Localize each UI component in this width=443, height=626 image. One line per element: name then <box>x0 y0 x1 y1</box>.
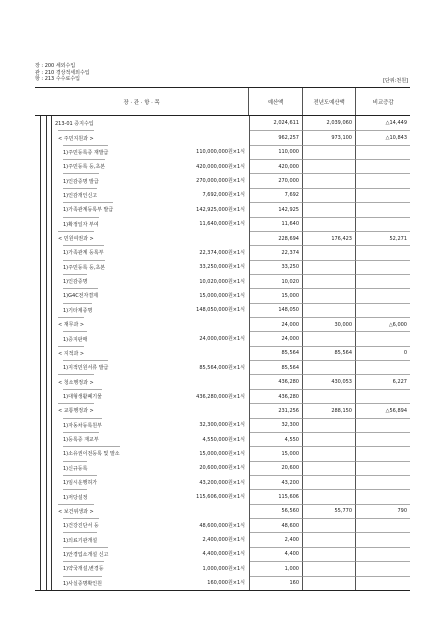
row-item-cell <box>35 145 250 159</box>
row-item-name: 1)주민등록 등,초본 <box>63 159 105 173</box>
row-budget: 22,374 <box>250 245 303 259</box>
row-prev-budget: 288,150 <box>303 403 356 417</box>
row-prev-budget <box>303 331 356 345</box>
row-item-cell <box>35 303 250 317</box>
table-row <box>35 446 410 460</box>
row-prev-budget <box>303 173 356 187</box>
row-prev-budget <box>303 260 356 274</box>
row-item-amount: 7,692,000원×1식 <box>202 192 245 199</box>
row-budget: 1,000 <box>250 561 303 575</box>
row-budget: 436,280 <box>250 374 303 388</box>
row-diff <box>356 489 410 503</box>
col-header-budget: 예산액 <box>249 88 303 115</box>
row-prev-budget <box>303 202 356 216</box>
row-budget: 231,256 <box>250 403 303 417</box>
table-row <box>35 202 410 216</box>
row-prev-budget <box>303 389 356 403</box>
row-item-amount: 436,280,000원×1식 <box>196 393 245 400</box>
row-diff <box>356 188 410 202</box>
row-prev-budget <box>303 561 356 575</box>
row-item-cell <box>35 532 250 546</box>
row-item-cell <box>35 130 250 144</box>
row-diff <box>356 245 410 259</box>
table-row <box>35 303 410 317</box>
row-item-name: 1)저당설정 <box>63 489 87 503</box>
document-header <box>35 63 90 83</box>
row-budget: 4,400 <box>250 547 303 561</box>
row-prev-budget: 973,100 <box>303 130 356 144</box>
row-item-name: < 주민지원과 > <box>58 130 94 144</box>
row-item-name: 1)자동차등록원부 <box>63 418 102 432</box>
row-budget: 270,000 <box>250 173 303 187</box>
table-row <box>35 403 410 417</box>
row-budget: 436,280 <box>250 389 303 403</box>
row-item-amount: 270,000,000원×1식 <box>196 178 245 185</box>
col-header-item: 장 · 관 · 항 · 목 <box>35 88 249 115</box>
table-row <box>35 374 410 388</box>
table-row <box>35 231 410 245</box>
table-row <box>35 317 410 331</box>
row-item-cell <box>35 260 250 274</box>
row-item-name: < 지적과 > <box>58 346 84 360</box>
row-item-name: < 민원여권과 > <box>58 231 94 245</box>
row-item-name: 1)G4C전자결제 <box>63 288 98 302</box>
row-budget: 11,640 <box>250 217 303 231</box>
row-diff <box>356 475 410 489</box>
row-item-cell <box>35 374 250 388</box>
row-budget: 20,600 <box>250 461 303 475</box>
row-item-cell <box>35 475 250 489</box>
row-item-amount: 10,020,000원×1식 <box>199 278 245 285</box>
row-prev-budget <box>303 547 356 561</box>
row-item-cell <box>35 288 250 302</box>
table-row <box>35 173 410 187</box>
row-prev-budget: 430,053 <box>303 374 356 388</box>
row-item-name: 1)주민등록증 재발급 <box>63 145 108 159</box>
row-prev-budget <box>303 475 356 489</box>
row-item-cell <box>35 403 250 417</box>
table-row <box>35 116 410 130</box>
unit-label: [단위:천원] <box>383 78 408 84</box>
row-prev-budget: 176,423 <box>303 231 356 245</box>
row-budget: 24,000 <box>250 317 303 331</box>
row-item-amount: 420,000,000원×1식 <box>196 163 245 170</box>
row-item-name: 1)소유권이전등록 및 말소 <box>63 446 120 460</box>
row-item-cell <box>35 331 250 345</box>
table-row <box>35 260 410 274</box>
table-body <box>35 116 410 590</box>
row-prev-budget <box>303 145 356 159</box>
row-diff: △10,843 <box>356 130 410 144</box>
row-prev-budget <box>303 418 356 432</box>
row-item-amount: 20,600,000원×1식 <box>199 465 245 472</box>
row-budget: 228,694 <box>250 231 303 245</box>
row-item-cell <box>35 188 250 202</box>
row-prev-budget <box>303 303 356 317</box>
row-diff: 0 <box>356 346 410 360</box>
row-diff <box>356 389 410 403</box>
row-diff <box>356 432 410 446</box>
row-diff: 790 <box>356 504 410 518</box>
row-item-amount: 110,000,000원×1식 <box>196 149 245 156</box>
row-prev-budget <box>303 217 356 231</box>
row-budget: 85,564 <box>250 346 303 360</box>
row-budget: 10,020 <box>250 274 303 288</box>
row-budget: 962,257 <box>250 130 303 144</box>
row-diff <box>356 159 410 173</box>
row-diff <box>356 260 410 274</box>
row-budget: 85,564 <box>250 360 303 374</box>
row-budget: 2,024,611 <box>250 116 303 130</box>
table-row <box>35 274 410 288</box>
row-item-name: 1)증지판매 <box>63 331 87 345</box>
table-row <box>35 532 410 546</box>
row-item-cell <box>35 389 250 403</box>
row-budget: 110,000 <box>250 145 303 159</box>
budget-table <box>35 87 410 591</box>
row-diff <box>356 202 410 216</box>
row-item-cell <box>35 446 250 460</box>
row-item-amount: 148,050,000원×1식 <box>196 307 245 314</box>
row-budget: 142,925 <box>250 202 303 216</box>
table-row <box>35 288 410 302</box>
row-item-amount: 48,600,000원×1식 <box>199 522 245 529</box>
row-item-name: 1)대형생활폐기물 <box>63 389 102 403</box>
table-row <box>35 518 410 532</box>
row-prev-budget <box>303 159 356 173</box>
row-item-cell <box>35 518 250 532</box>
row-budget: 4,550 <box>250 432 303 446</box>
row-item-cell <box>35 360 250 374</box>
table-row <box>35 346 410 360</box>
row-item-cell <box>35 346 250 360</box>
row-item-cell <box>35 173 250 187</box>
row-prev-budget: 55,770 <box>303 504 356 518</box>
row-diff <box>356 518 410 532</box>
row-diff <box>356 418 410 432</box>
table-row <box>35 475 410 489</box>
row-item-amount: 160,000원×1식 <box>207 580 245 587</box>
row-item-cell <box>35 547 250 561</box>
row-item-amount: 32,300,000원×1식 <box>199 422 245 429</box>
row-diff <box>356 561 410 575</box>
table-header <box>35 88 410 116</box>
header-jang: 장 : 200 세외수입 <box>35 63 76 69</box>
row-item-name: 1)임시운행허가 <box>63 475 97 489</box>
row-prev-budget <box>303 360 356 374</box>
row-budget: 148,050 <box>250 303 303 317</box>
row-prev-budget <box>303 446 356 460</box>
row-item-name: 1)등록증 재교부 <box>63 432 99 446</box>
col-header-diff: 비교증감 <box>372 99 394 106</box>
row-budget: 15,000 <box>250 446 303 460</box>
row-item-cell <box>35 202 250 216</box>
row-item-cell <box>35 317 250 331</box>
row-item-amount: 1,000,000원×1식 <box>202 565 245 572</box>
row-diff <box>356 576 410 590</box>
row-item-name: 1)기타제증명 <box>63 303 92 317</box>
row-item-cell <box>35 231 250 245</box>
table-row <box>35 360 410 374</box>
table-row <box>35 389 410 403</box>
row-item-name: 1)안경업소개설 신고 <box>63 547 108 561</box>
row-item-amount: 15,000,000원×1식 <box>199 450 245 457</box>
row-diff <box>356 303 410 317</box>
row-prev-budget <box>303 518 356 532</box>
row-item-name: 1)인감증명 <box>63 274 87 288</box>
row-budget: 24,000 <box>250 331 303 345</box>
row-item-amount: 22,374,000원×1식 <box>199 249 245 256</box>
row-item-name: < 보건위생과 > <box>58 504 94 518</box>
row-item-cell <box>35 159 250 173</box>
table-row <box>35 130 410 144</box>
header-gwan: 관 : 210 경상적세외수입 <box>35 69 90 76</box>
row-item-cell <box>35 561 250 575</box>
row-budget: 32,300 <box>250 418 303 432</box>
table-row <box>35 418 410 432</box>
row-item-cell <box>35 432 250 446</box>
row-prev-budget <box>303 245 356 259</box>
row-item-cell <box>35 461 250 475</box>
row-item-name: 1)의료기관개설 <box>63 532 97 546</box>
row-item-cell <box>35 504 250 518</box>
row-item-amount: 24,000,000원×1식 <box>199 336 245 343</box>
row-diff <box>356 532 410 546</box>
table-row <box>35 504 410 518</box>
row-diff <box>356 446 410 460</box>
row-item-name: < 청소행정과 > <box>58 374 94 388</box>
row-item-amount: 4,550,000원×1식 <box>202 436 245 443</box>
table-row <box>35 461 410 475</box>
row-prev-budget <box>303 288 356 302</box>
row-item-name: 1)확정일자 부여 <box>63 217 99 231</box>
row-item-name: 1)가족관계등록부 발급 <box>63 202 113 216</box>
row-item-cell <box>35 576 250 590</box>
table-row <box>35 331 410 345</box>
row-item-cell <box>35 418 250 432</box>
row-diff: 6,227 <box>356 374 410 388</box>
table-row <box>35 489 410 503</box>
row-item-name: 1)인감개인신고 <box>63 188 97 202</box>
row-item-name: 1)신규등록 <box>63 461 87 475</box>
row-diff <box>356 331 410 345</box>
row-item-name: 1)주민등록 등,초본 <box>63 260 105 274</box>
table-row <box>35 245 410 259</box>
table-row <box>35 159 410 173</box>
row-item-cell <box>35 217 250 231</box>
row-prev-budget: 30,000 <box>303 317 356 331</box>
row-item-amount: 85,564,000원×1식 <box>199 364 245 371</box>
row-diff <box>356 461 410 475</box>
row-item-amount: 43,200,000원×1식 <box>199 479 245 486</box>
table-row <box>35 145 410 159</box>
row-item-name: 1)인감증명 발급 <box>63 173 99 187</box>
row-prev-budget <box>303 188 356 202</box>
row-item-cell <box>35 245 250 259</box>
row-prev-budget <box>303 274 356 288</box>
table-row <box>35 547 410 561</box>
row-diff <box>356 145 410 159</box>
row-item-amount: 142,925,000원×1식 <box>196 206 245 213</box>
row-prev-budget <box>303 432 356 446</box>
row-item-name: 1)약국개설,변경등 <box>63 561 104 575</box>
header-hang: 항 : 213 수수료수입 <box>35 76 80 82</box>
row-budget: 160 <box>250 576 303 590</box>
table-row <box>35 217 410 231</box>
row-budget: 33,250 <box>250 260 303 274</box>
row-item-name: 1)사실증명확인원 <box>63 576 102 590</box>
row-budget: 115,606 <box>250 489 303 503</box>
row-item-cell <box>35 116 250 130</box>
table-row <box>35 576 410 590</box>
row-budget: 15,000 <box>250 288 303 302</box>
row-item-amount: 2,400,000원×1식 <box>202 537 245 544</box>
row-item-amount: 115,606,000원×1식 <box>196 494 245 501</box>
row-item-amount: 15,000,000원×1식 <box>199 292 245 299</box>
row-diff: 52,271 <box>356 231 410 245</box>
row-prev-budget <box>303 532 356 546</box>
row-prev-budget <box>303 461 356 475</box>
row-diff <box>356 547 410 561</box>
row-item-amount: 11,640,000원×1식 <box>199 221 245 228</box>
row-item-name: < 교통행정과 > <box>58 403 94 417</box>
row-prev-budget: 85,564 <box>303 346 356 360</box>
table-row <box>35 432 410 446</box>
row-item-name: 1)가족관계 등록부 <box>63 245 104 259</box>
row-budget: 2,400 <box>250 532 303 546</box>
row-item-cell <box>35 489 250 503</box>
row-diff <box>356 173 410 187</box>
row-diff: △6,000 <box>356 317 410 331</box>
row-budget: 420,000 <box>250 159 303 173</box>
row-diff <box>356 274 410 288</box>
row-diff: △56,894 <box>356 403 410 417</box>
row-budget: 56,560 <box>250 504 303 518</box>
row-prev-budget: 2,039,060 <box>303 116 356 130</box>
row-budget: 7,692 <box>250 188 303 202</box>
row-item-name: 1)건강진단서 등 <box>63 518 99 532</box>
table-row <box>35 188 410 202</box>
row-diff: △14,449 <box>385 120 407 127</box>
row-budget: 43,200 <box>250 475 303 489</box>
row-item-amount: 4,400,000원×1식 <box>202 551 245 558</box>
row-item-name: 213-01 증지수입 <box>55 120 94 127</box>
row-diff <box>356 288 410 302</box>
row-item-name: < 재무과 > <box>58 317 84 331</box>
table-row <box>35 561 410 575</box>
row-budget: 48,600 <box>250 518 303 532</box>
row-diff <box>356 360 410 374</box>
row-item-name: 1)지적민원서류 발급 <box>63 360 108 374</box>
row-prev-budget <box>303 576 356 590</box>
row-item-cell <box>35 274 250 288</box>
row-prev-budget <box>303 489 356 503</box>
row-item-amount: 33,250,000원×1식 <box>199 264 245 271</box>
row-diff <box>356 217 410 231</box>
col-header-prev-budget: 전년도예산액 <box>303 88 357 115</box>
